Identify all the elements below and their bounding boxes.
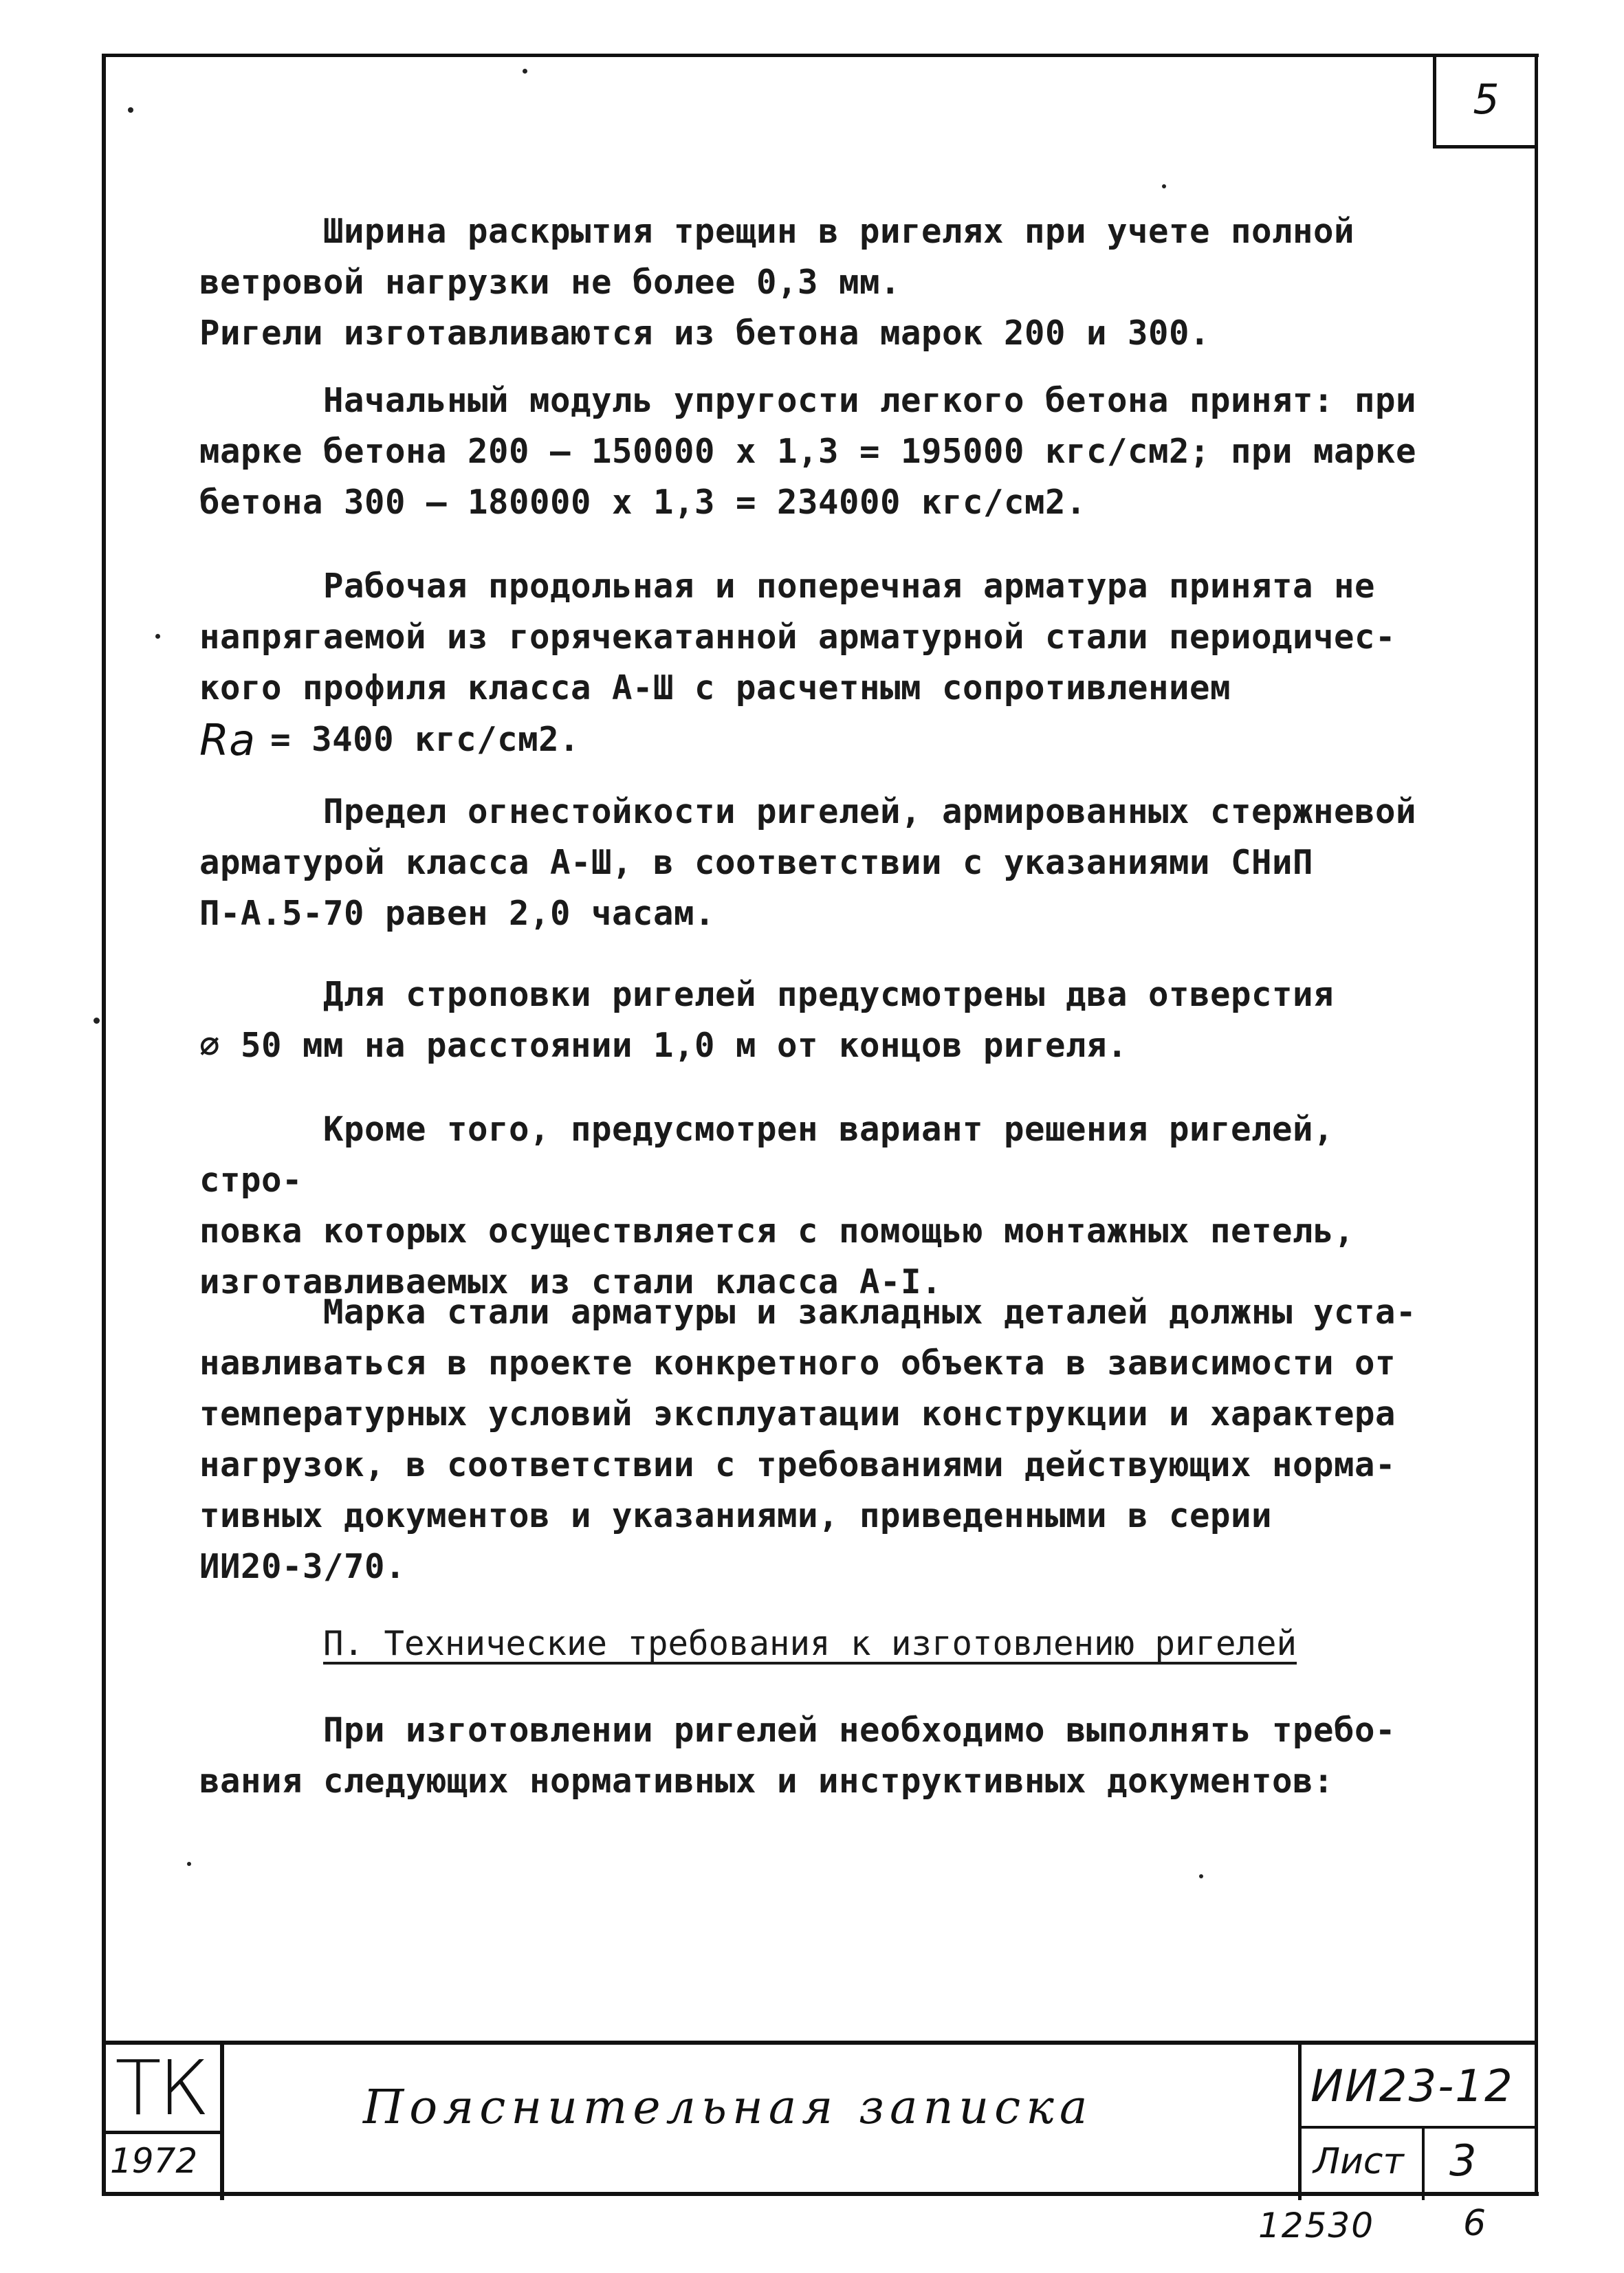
sheet-column-divider [1422,2126,1425,2200]
paragraph-manufacturing: При изготовлении ригелей необходимо выполнять требо- вания следующих нормативных и инструктивных документов: [199,1711,1396,1801]
document-code: ИИ23-12 [1310,2061,1514,2112]
scan-speck [94,1018,100,1024]
resistance-value: = 3400 кгс/см2. [270,720,580,759]
paragraph-lifting-loops: Кроме того, предусмотрен вариант решения ригелей, стро- повка которых осуществляется с помощью монтажных петель, изготавливаемых из стали класса А-I. [199,1110,1355,1302]
scan-speck [128,107,133,113]
scan-speck [523,69,527,74]
scan-speck [1199,1874,1203,1878]
frame-top-border [102,54,1539,57]
org-stamp-box [102,2045,224,2134]
paragraph-fire-resistance: Предел огнестойкости ригелей, армированных стержневой арматурой класса А-Ш, в соответствии с указаниями СНиП П-А.5-70 равен 2,0 часам. [199,792,1417,933]
paragraph-reinforcement: Рабочая продольная и поперечная арматура принята не напрягаемой из горячекатанной арматурной стали периодичес- кого профиля класса А-Ш с расчетным сопротивлением [199,567,1396,707]
paragraph-crack-width: Ширина раскрытия трещин в ригелях при учете полной ветровой нагрузки не более 0,3 мм. [199,212,1355,302]
scan-speck [187,1862,191,1866]
paragraph-lifting-holes: Для строповки ригелей предусмотрены два отверстия ∅ 50 мм на расстоянии 1,0 м от концов ригеля. [199,975,1335,1065]
frame-bottom-border [102,2192,1539,2196]
frame-right-border [1535,54,1538,2193]
code-column-divider [1298,2045,1302,2200]
paragraph-elastic-modulus: Начальный модуль упругости легкого бетона принят: при марке бетона 200 – 150000 x 1,3 = 195000 кгс/см2; при марке бетона 300 – 180000 x 1,3 = 234000 кгс/см2. [199,381,1417,522]
title-block-divider [220,2045,224,2200]
paragraph-concrete-grades: Ригели изготавливаются из бетона марок 200 и 300. [199,314,1211,353]
scan-speck [155,634,160,639]
sheet-label: Лист [1313,2141,1404,2182]
inventory-number: 12530 [1258,2206,1375,2245]
scan-speck [1162,184,1166,188]
ra-symbol: Ra [199,714,256,765]
page-number-box [1433,54,1536,149]
title-block [102,2041,1538,2196]
org-stamp: ТК [115,2043,207,2132]
page-number: 5 [1473,75,1500,124]
year: 1972 [110,2141,198,2181]
paragraph-steel-grade: Марка стали арматуры и закладных деталей должны уста- навливаться в проекте конкретного объекта в зависимости от температурных условий эксплуатации конструкции и характера нагрузок, в соответствии с требованиями действующих норма- тивных документов и указаниями, приведенными в серии ИИ20-3/70. [199,1293,1417,1586]
code-row-divider [1298,2126,1538,2129]
frame-left-border [102,54,106,2193]
document-title: Пояснительная записка [363,2080,1093,2135]
sheet-number: 3 [1449,2135,1477,2186]
section-heading: П. Технические требования к изготовлению ригелей [323,1624,1297,1663]
resistance-line [199,712,580,767]
copy-number: 6 [1463,2203,1486,2244]
